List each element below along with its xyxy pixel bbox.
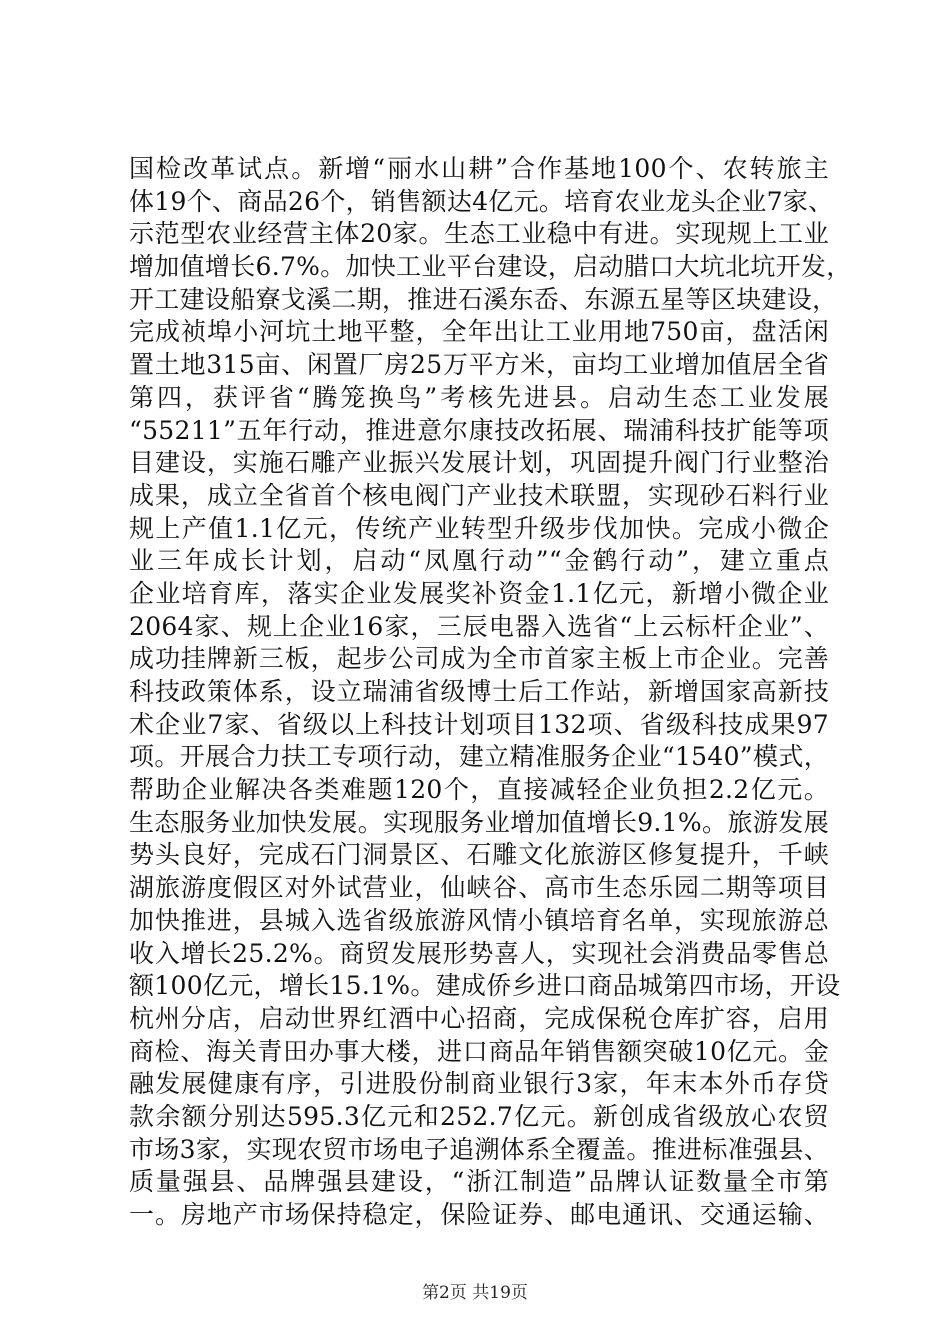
text-line: 2064家、规上企业16家，三辰电器入选省“上云标杆企业”、 <box>129 611 829 641</box>
text-line: 术企业7家、省级以上科技计划项目132项、省级科技成果97 <box>129 709 829 739</box>
text-line: 项。开展合力扶工专项行动，建立精准服务企业“1540”模式， <box>129 742 829 772</box>
text-line: 增加值增长6.7%。加快工业平台建设，启动腊口大坑北坑开发， <box>129 252 852 282</box>
text-line: 置土地315亩、闲置厂房25万平方米，亩均工业增加值居全省 <box>129 350 829 380</box>
text-line: 款余额分别达595.3亿元和252.7亿元。新创成省级放心农贸 <box>129 1101 829 1131</box>
text-line: 完成祯埠小河坑土地平整，全年出让工业用地750亩，盘活闲 <box>129 317 829 347</box>
text-line: 业三年成长计划，启动“凤凰行动”“金鹤行动”，建立重点 <box>129 546 829 576</box>
text-line: 生态服务业加快发展。实现服务业增加值增长9.1%。旅游发展 <box>129 807 829 837</box>
text-line: 势头良好，完成石门洞景区、石雕文化旅游区修复提升，千峡 <box>129 840 829 870</box>
text-line: 科技政策体系，设立瑞浦省级博士后工作站，新增国家高新技 <box>129 677 829 706</box>
text-line: 加快推进，县城入选省级旅游风情小镇培育名单，实现旅游总 <box>129 905 829 935</box>
text-line: 商检、海关青田办事大楼，进口商品年销售额突破10亿元。金 <box>129 1036 829 1066</box>
text-line: 第四，获评省“腾笼换鸟”考核先进县。启动生态工业发展 <box>129 382 829 412</box>
text-line: 杭州分店，启动世界红酒中心招商，完成保税仓库扩容，启用 <box>129 1003 829 1033</box>
text-line: 成功挂牌新三板，起步公司成为全市首家主板上市企业。完善 <box>129 644 829 674</box>
text-line: 一。房地产市场保持稳定，保险证券、邮电通讯、交通运输、 <box>129 1200 829 1229</box>
text-line: 国检改革试点。新增“丽水山耕”合作基地100个、农转旅主 <box>129 154 829 183</box>
text-line: 质量强县、品牌强县建设，“浙江制造”品牌认证数量全市第 <box>129 1167 829 1197</box>
text-line: 融发展健康有序，引进股份制商业银行3家，年末本外币存贷 <box>129 1069 829 1099</box>
text-line: 企业培育库，落实企业发展奖补资金1.1亿元，新增小微企业 <box>129 578 829 608</box>
text-line: “55211”五年行动，推进意尔康技改拓展、瑞浦科技扩能等项 <box>129 415 829 445</box>
text-line: 帮助企业解决各类难题120个，直接减轻企业负担2.2亿元。 <box>129 775 829 805</box>
text-line: 成果，成立全省首个核电阀门产业技术联盟，实现砂石料行业 <box>129 480 829 510</box>
document-body <box>129 153 852 1232</box>
text-line: 额100亿元，增长15.1%。建成侨乡进口商品城第四市场，开设 <box>129 971 841 1001</box>
text-line: 收入增长25.2%。商贸发展形势喜人，实现社会消费品零售总 <box>129 938 829 968</box>
text-line: 市场3家，实现农贸市场电子追溯体系全覆盖。推进标准强县、 <box>129 1134 829 1164</box>
text-line: 示范型农业经营主体20家。生态工业稳中有进。实现规上工业 <box>129 219 829 249</box>
text-line: 湖旅游度假区对外试营业，仙峡谷、高市生态乐园二期等项目 <box>129 873 829 903</box>
text-line: 目建设，实施石雕产业振兴发展计划，巩固提升阀门行业整治 <box>129 448 829 478</box>
text-line: 开工建设船寮戈溪二期，推进石溪东岙、东源五星等区块建设， <box>129 284 838 314</box>
text-line: 规上产值1.1亿元，传统产业转型升级步伐加快。完成小微企 <box>129 513 829 543</box>
text-line: 体19个、商品26个，销售额达4亿元。培育农业龙头企业7家、 <box>129 186 834 216</box>
page-number: 第2页 共19页 <box>422 1283 528 1303</box>
